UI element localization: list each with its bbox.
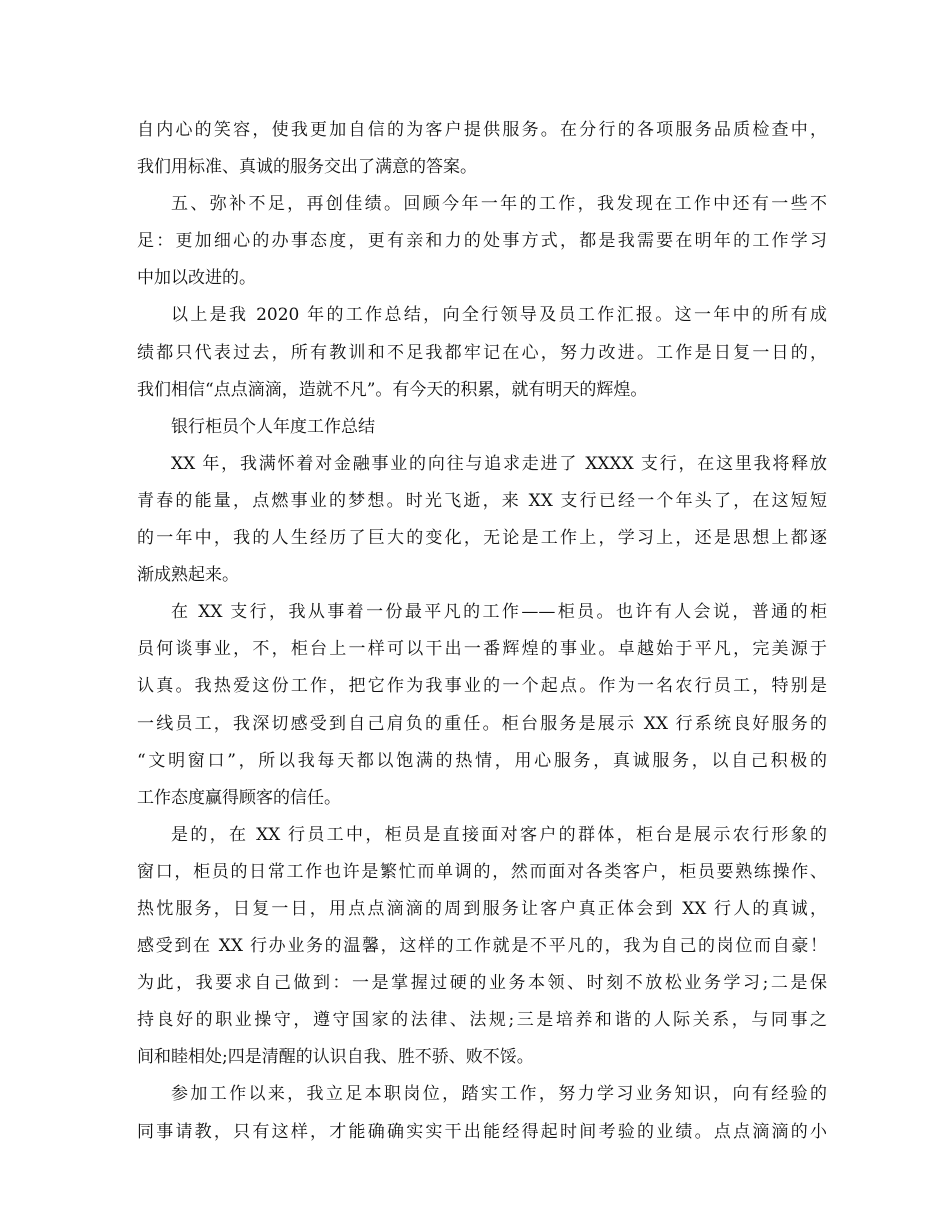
text-line: 间和睦相处;四是清醒的认识自我、胜不骄、败不馁。 xyxy=(137,1047,534,1068)
text-line: 足：更加细心的办事态度，更有亲和力的处事方式，都是我需要在明年的工作学习 xyxy=(137,231,827,252)
text-line: 渐成熟起来。 xyxy=(137,565,239,586)
text-line: 以上是我 2020 年的工作总结，向全行领导及员工作汇报。这一年中的所有成 xyxy=(171,305,827,326)
text-line: 热忱服务，日复一日，用点点滴滴的周到服务让客户真正体会到 XX 行人的真诚， xyxy=(137,898,827,919)
text-line: 中加以改进的。 xyxy=(137,268,256,289)
text-line: “文明窗口”，所以我每天都以饱满的热情，用心服务，真诚服务，以自己积极的 xyxy=(137,750,827,771)
text-line: 我们用标准、真诚的服务交出了满意的答案。 xyxy=(137,157,477,178)
text-line: 一线员工，我深切感受到自己肩负的重任。柜台服务是展示 XX 行系统良好服务的 xyxy=(137,713,827,734)
text-line: 参加工作以来，我立足本职岗位，踏实工作，努力学习业务知识，向有经验的 xyxy=(171,1084,827,1105)
text-line: 为此，我要求自己做到：一是掌握过硬的业务本领、时刻不放松业务学习;二是保 xyxy=(137,973,827,994)
text-line: 是的，在 XX 行员工中，柜员是直接面对客户的群体，柜台是展示农行形象的 xyxy=(171,824,827,845)
text-line: 五、弥补不足，再创佳绩。回顾今年一年的工作，我发现在工作中还有一些不 xyxy=(171,194,827,215)
text-line: 工作态度赢得顾客的信任。 xyxy=(137,787,341,808)
text-line: 窗口，柜员的日常工作也许是繁忙而单调的，然而面对各类客户，柜员要熟练操作、 xyxy=(137,861,827,882)
text-line: XX 年，我满怀着对金融事业的向往与追求走进了 XXXX 支行，在这里我将释放 xyxy=(171,453,827,474)
text-line: 感受到在 XX 行办业务的温馨，这样的工作就是不平凡的，我为自己的岗位而自豪！ xyxy=(137,936,827,957)
text-line: 我们相信“点点滴滴，造就不凡”。有今天的积累，就有明天的辉煌。 xyxy=(137,379,648,400)
text-line: 同事请教，只有这样，才能确确实实干出能经得起时间考验的业绩。点点滴滴的小 xyxy=(137,1121,827,1142)
text-line: 自内心的笑容，使我更加自信的为客户提供服务。在分行的各项服务品质检查中， xyxy=(137,120,827,140)
document-body xyxy=(137,112,827,1151)
text-line: 银行柜员个人年度工作总结 xyxy=(171,416,375,437)
text-line: 持良好的职业操守，遵守国家的法律、法规;三是培养和谐的人际关系，与同事之 xyxy=(137,1010,827,1031)
text-line: 在 XX 支行，我从事着一份最平凡的工作——柜员。也许有人会说，普通的柜 xyxy=(171,602,827,623)
text-line: 绩都只代表过去，所有教训和不足我都牢记在心，努力改进。工作是日复一日的， xyxy=(137,342,827,363)
text-line: 的一年中，我的人生经历了巨大的变化，无论是工作上，学习上，还是思想上都逐 xyxy=(137,528,827,549)
text-line: 青春的能量，点燃事业的梦想。时光飞逝，来 XX 支行已经一个年头了，在这短短 xyxy=(137,490,827,511)
text-line: 认真。我热爱这份工作，把它作为我事业的一个起点。作为一名农行员工，特别是 xyxy=(137,676,827,697)
text-line: 员何谈事业，不，柜台上一样可以干出一番辉煌的事业。卓越始于平凡，完美源于 xyxy=(137,639,827,660)
